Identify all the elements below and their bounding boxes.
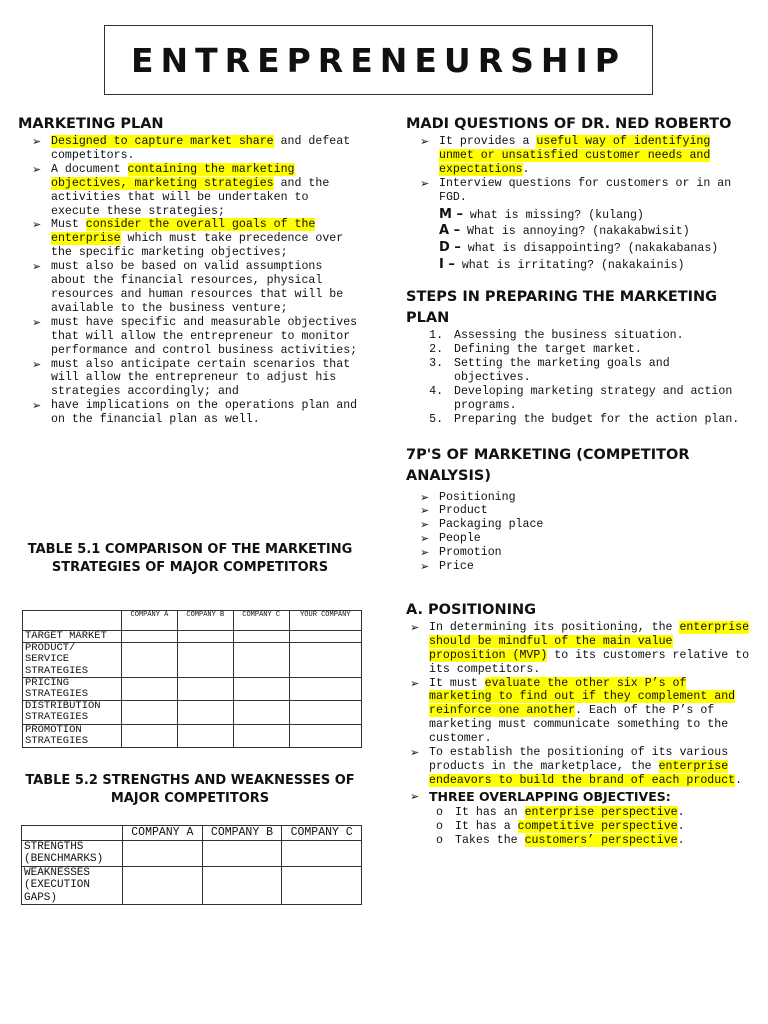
table2-caption-wrap [18,772,362,808]
list-item: ➢ People [420,532,752,546]
list-item: ➢ must also be based on valid assumptions about the financial resources, physical resources and human resources that will be available to the business venture; [32,260,362,316]
list-item: ➢ In determining its positioning, the enterprise should be mindful of the main value proposition (MVP) to its customers relative to its competitors. [410,621,752,677]
list-item: 4. Developing marketing strategy and action programs. [450,385,752,413]
table-corner [22,826,123,841]
sevenp-list [406,491,752,574]
page-title: ENTREPRENEURSHIP [131,40,626,80]
list-item: ➢ To establish the positioning of its various products in the marketplace, the enterprise endeavors to build the brand of each product. [410,746,752,788]
madi-list [406,135,752,205]
list-item: ➢ A document containing the marketing objectives, marketing strategies and the activities that will be undertaken to execute these strategies; [32,163,362,219]
list-item: o It has a competitive perspective. [436,820,752,834]
table1-caption-wrap [18,541,362,577]
list-item: 2. Defining the target market. [450,343,752,357]
table-header: YOUR COMPANY [289,611,361,631]
table2-caption: TABLE 5.2 STRENGTHS AND WEAKNESSES OF MAJOR COMPETITORS [25,773,355,806]
list-item: ➢ Interview questions for customers or in an FGD. [420,177,752,205]
list-item: ➢ Promotion [420,546,752,560]
list-item: ➢ It must evaluate the other six P’s of marketing to find out if they complement and reinforce one another. Each of the P’s of marketing must communicate something to the customer. [410,677,752,747]
table-header: COMPANY C [233,611,289,631]
madi-a: A – What is annoying? (nakakabwisit) [439,223,690,239]
positioning-list [406,621,752,806]
list-item: 1. Assessing the business situation. [450,329,752,343]
list-item: 3. Setting the marketing goals and objectives. [450,357,752,385]
table-row: PROMOTION STRATEGIES [23,724,362,747]
table-row: DISTRIBUTION STRATEGIES [23,701,362,724]
left-column [18,114,362,427]
positioning-heading: A. POSITIONING [406,601,537,618]
table-corner [23,611,122,631]
madi-m: M – what is missing? (kulang) [439,206,644,222]
list-item: ➢ must also anticipate certain scenarios that will allow the entrepreneur to adjust his strategies accordingly; and [32,358,362,400]
table-row: TARGET MARKET [23,631,362,643]
table-row: WEAKNESSES (EXECUTION GAPS) [22,866,362,905]
list-item: ➢ Product [420,504,752,518]
right-column [406,114,752,847]
list-item: ➢ THREE OVERLAPPING OBJECTIVES: [410,790,752,806]
table-header: COMPANY C [282,826,362,841]
table-header: COMPANY A [123,826,203,841]
list-item: ➢ Must consider the overall goals of the enterprise which must take precedence over the specific marketing objectives; [32,218,362,260]
table-header: COMPANY B [177,611,233,631]
marketing-plan-list [18,135,362,427]
steps-list [406,329,752,426]
table1-caption: TABLE 5.1 COMPARISON OF THE MARKETING STRATEGIES OF MAJOR COMPETITORS [27,542,353,575]
list-item: ➢ Price [420,560,752,574]
list-item: ➢ Packaging place [420,518,752,532]
marketing-plan-heading: MARKETING PLAN [18,116,164,132]
list-item: ➢ Designed to capture market share and defeat competitors. [32,135,362,163]
table-row: PRICING STRATEGIES [23,677,362,700]
madi-d: D – what is disappointing? (nakakabanas) [439,240,719,256]
list-item: ➢ must have specific and measurable objectives that will allow the entrepreneur to monitor performance and control business activities; [32,316,362,358]
list-item: ➢ Positioning [420,491,752,505]
list-item: ➢ have implications on the operations plan and on the financial plan as well. [32,399,362,427]
sevenp-heading: 7P'S OF MARKETING (COMPETITOR ANALYSIS) [406,446,690,484]
objectives-list [406,806,752,848]
title-box [104,25,653,95]
list-item: o It has an enterprise perspective. [436,806,752,820]
madi-heading: MADI QUESTIONS OF DR. NED ROBERTO [406,116,732,132]
madi-i: I – what is irritating? (nakakainis) [439,257,685,273]
list-item: ➢ It provides a useful way of identifying unmet or unsatisfied customer needs and expectations. [420,135,752,177]
comparison-table [22,610,362,748]
table-row: PRODUCT/ SERVICE STRATEGIES [23,643,362,678]
table-header: COMPANY A [122,611,178,631]
strengths-table [21,825,362,905]
table-header: COMPANY B [202,826,282,841]
list-item: 5. Preparing the budget for the action plan. [450,413,752,427]
table-row: STRENGTHS (BENCHMARKS) [22,840,362,866]
steps-heading: STEPS IN PREPARING THE MARKETING PLAN [406,289,718,327]
list-item: o Takes the customers’ perspective. [436,834,752,848]
